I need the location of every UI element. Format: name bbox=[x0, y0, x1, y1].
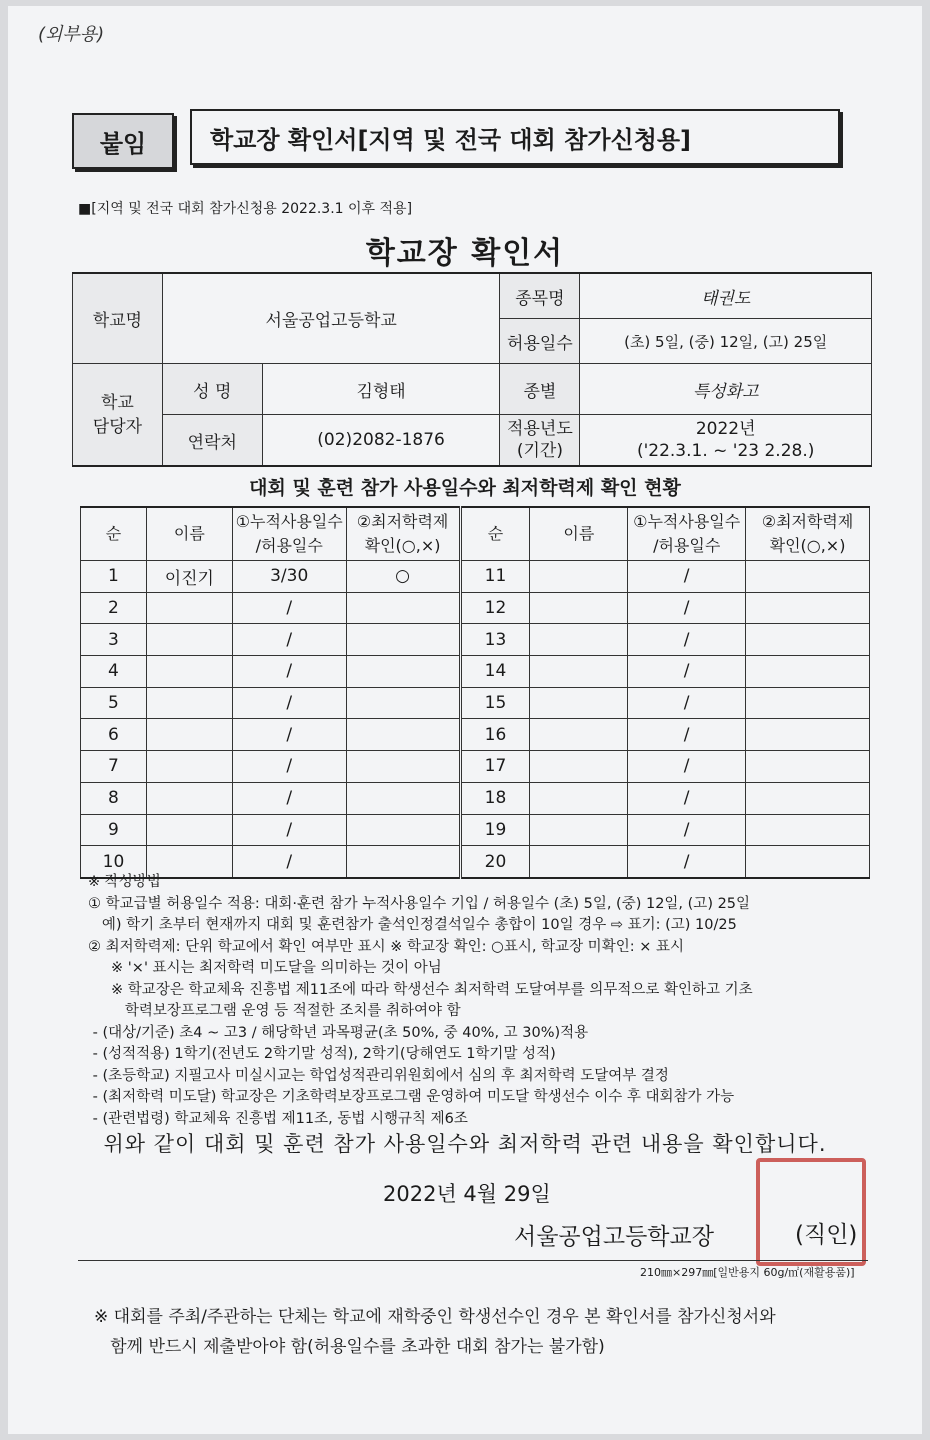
cell-days: / bbox=[232, 751, 346, 783]
cell-name bbox=[530, 592, 628, 624]
cell-no: 11 bbox=[460, 561, 530, 593]
cell-grade bbox=[746, 782, 870, 814]
instruction-line: ② 최저학력제: 단위 학교에서 확인 여부만 표시 ※ 학교장 확인: ○표시, 학교장 미확인: × 표시 bbox=[88, 938, 684, 955]
cell-no: 1 bbox=[81, 561, 147, 593]
header-grade: ②최저학력제 확인(○,×) bbox=[746, 507, 870, 561]
page-title: 학교장 확인서 bbox=[365, 236, 565, 271]
cell-days: 3/30 bbox=[232, 561, 346, 593]
header-grade: ②최저학력제 확인(○,×) bbox=[346, 507, 460, 561]
event-label: 종목명 bbox=[500, 273, 580, 319]
header-days: ①누적사용일수 /허용일수 bbox=[232, 507, 346, 561]
roster-table bbox=[80, 506, 870, 879]
cell-grade bbox=[346, 751, 460, 783]
cell-days: / bbox=[628, 751, 746, 783]
cell-no: 6 bbox=[81, 719, 147, 751]
header-name: 이름 bbox=[146, 507, 232, 561]
cell-days: / bbox=[628, 561, 746, 593]
name-value: 김형태 bbox=[262, 364, 500, 415]
cell-name: 이진기 bbox=[146, 561, 232, 593]
header-days: ①누적사용일수 /허용일수 bbox=[628, 507, 746, 561]
instruction-line: ※ '×' 표시는 최저학력 미도달을 의미하는 것이 아님 bbox=[88, 960, 442, 976]
cell-name bbox=[530, 782, 628, 814]
instruction-line: - (성적적용) 1학기(전년도 2학기말 성적), 2학기(당해연도 1학기말 성적) bbox=[88, 1046, 556, 1062]
cell-days: / bbox=[628, 814, 746, 846]
cell-days: / bbox=[232, 656, 346, 688]
cell-no: 14 bbox=[460, 656, 530, 688]
cell-days: / bbox=[232, 624, 346, 656]
cell-grade bbox=[746, 687, 870, 719]
cell-no: 8 bbox=[81, 782, 147, 814]
school-name: 서울공업고등학교 bbox=[162, 273, 500, 364]
instruction-line: 학력보장프로그램 운영 등 적절한 조치를 취하여야 함 bbox=[88, 1003, 461, 1019]
roster-title: 대회 및 훈련 참가 사용일수와 최저학력제 확인 현황 bbox=[249, 477, 681, 499]
cell-days: / bbox=[628, 719, 746, 751]
issue-date: 2022년 4월 29일 bbox=[383, 1182, 551, 1206]
school-info-table bbox=[72, 272, 872, 467]
cell-name bbox=[146, 751, 232, 783]
header-name: 이름 bbox=[530, 507, 628, 561]
cell-name bbox=[146, 656, 232, 688]
cell-name bbox=[146, 687, 232, 719]
document-heading: 학교장 확인서[지역 및 전국 대회 참가신청용] bbox=[190, 109, 840, 165]
cell-name bbox=[146, 814, 232, 846]
cell-name bbox=[530, 624, 628, 656]
cell-name bbox=[146, 782, 232, 814]
seal-mark: (직인) bbox=[795, 1222, 858, 1248]
cell-no: 4 bbox=[81, 656, 147, 688]
cell-no: 10 bbox=[81, 846, 147, 878]
contact-person-label: 학교 담당자 bbox=[73, 364, 163, 467]
phone-value: (02)2082-1876 bbox=[262, 415, 500, 467]
footer-line: 함께 반드시 제출받아야 함(허용일수를 초과한 대회 참가는 불가함) bbox=[94, 1337, 605, 1357]
cell-no: 5 bbox=[81, 687, 147, 719]
cell-name bbox=[530, 561, 628, 593]
instruction-line: - (최저학력 미도달) 학교장은 기초학력보장프로그램 운영하여 미도달 학생선수 이수 후 대회참가 가능 bbox=[88, 1089, 735, 1105]
table-row bbox=[81, 624, 870, 656]
table-row bbox=[81, 656, 870, 688]
instruction-line: ① 학교급별 허용일수 적용: 대회·훈련 참가 누적사용일수 기입 / 허용일수 (초) 5일, (중) 12일, (고) 25일 bbox=[88, 895, 751, 912]
instruction-line: ※ 작성방법 bbox=[88, 874, 161, 890]
footer-line: ※ 대회를 주최/주관하는 단체는 학교에 재학중인 학생선수인 경우 본 확인서를 참가신청서와 bbox=[94, 1307, 776, 1327]
cell-grade bbox=[746, 656, 870, 688]
writing-instructions bbox=[88, 872, 753, 1130]
cell-name bbox=[530, 656, 628, 688]
name-label: 성 명 bbox=[162, 364, 262, 415]
footer-notice bbox=[94, 1302, 776, 1362]
cell-days: / bbox=[628, 592, 746, 624]
table-row bbox=[81, 751, 870, 783]
category-value: 특성화고 bbox=[580, 364, 872, 415]
instruction-line: - (초등학교) 지필고사 미실시교는 학업성적관리위원회에서 심의 후 최저학력 도달여부 결정 bbox=[88, 1067, 669, 1084]
cell-no: 3 bbox=[81, 624, 147, 656]
official-seal bbox=[756, 1158, 866, 1266]
cell-grade bbox=[746, 846, 870, 878]
handwritten-note: (외부용) bbox=[38, 24, 105, 45]
cell-grade bbox=[746, 814, 870, 846]
cell-name bbox=[530, 814, 628, 846]
cell-grade bbox=[346, 814, 460, 846]
year-cell bbox=[580, 415, 872, 467]
phone-label: 연락처 bbox=[162, 415, 262, 467]
cell-no: 20 bbox=[460, 846, 530, 878]
cell-grade bbox=[346, 719, 460, 751]
cell-no: 13 bbox=[460, 624, 530, 656]
confirmation-statement: 위와 같이 대회 및 훈련 참가 사용일수와 최저학력 관련 내용을 확인합니다. bbox=[103, 1132, 827, 1156]
cell-grade bbox=[346, 624, 460, 656]
cell-days: / bbox=[232, 782, 346, 814]
cell-grade bbox=[346, 656, 460, 688]
cell-no: 2 bbox=[81, 592, 147, 624]
cell-days: / bbox=[232, 814, 346, 846]
cell-grade bbox=[746, 624, 870, 656]
applicability-note: ■[지역 및 전국 대회 참가신청용 2022.3.1 이후 적용] bbox=[78, 201, 413, 217]
cell-grade bbox=[346, 687, 460, 719]
cell-no: 9 bbox=[81, 814, 147, 846]
header-no: 순 bbox=[460, 507, 530, 561]
cell-no: 12 bbox=[460, 592, 530, 624]
principal-name: 서울공업고등학교장 bbox=[514, 1224, 714, 1250]
cell-name bbox=[530, 751, 628, 783]
table-row bbox=[81, 592, 870, 624]
cell-grade bbox=[746, 751, 870, 783]
cell-no: 16 bbox=[460, 719, 530, 751]
cell-grade bbox=[746, 592, 870, 624]
paper-spec: 210㎜×297㎜[일반용지 60g/㎡(재활용품)] bbox=[640, 1266, 855, 1279]
table-row bbox=[81, 687, 870, 719]
cell-name bbox=[146, 719, 232, 751]
cell-days: / bbox=[232, 592, 346, 624]
cell-grade bbox=[346, 592, 460, 624]
category-label: 종별 bbox=[500, 364, 580, 415]
cell-no: 7 bbox=[81, 751, 147, 783]
cell-days: / bbox=[628, 846, 746, 878]
cell-no: 15 bbox=[460, 687, 530, 719]
cell-grade: ○ bbox=[346, 561, 460, 593]
cell-days: / bbox=[232, 687, 346, 719]
year-label: 적용년도 (기간) bbox=[500, 415, 580, 467]
school-label: 학교명 bbox=[73, 273, 163, 364]
cell-grade bbox=[746, 719, 870, 751]
cell-name bbox=[146, 624, 232, 656]
event-value: 태권도 bbox=[580, 273, 872, 319]
cell-days: / bbox=[232, 846, 346, 878]
cell-name bbox=[530, 719, 628, 751]
allowed-days-value: (초) 5일, (중) 12일, (고) 25일 bbox=[580, 319, 872, 364]
instruction-line: - (관련법령) 학교체육 진흥법 제11조, 동법 시행규칙 제6조 bbox=[88, 1110, 468, 1127]
cell-no: 18 bbox=[460, 782, 530, 814]
cell-days: / bbox=[628, 656, 746, 688]
cell-no: 17 bbox=[460, 751, 530, 783]
table-row bbox=[81, 782, 870, 814]
cell-days: / bbox=[628, 687, 746, 719]
year-value: 2022년 bbox=[695, 419, 756, 439]
table-row bbox=[81, 814, 870, 846]
instruction-line: ※ 학교장은 학교체육 진흥법 제11조에 따라 학생선수 최저학력 도달여부를 의무적으로 확인하고 기초 bbox=[88, 981, 753, 998]
cell-days: / bbox=[232, 719, 346, 751]
period-value: ('22.3.1. ~ '23 2.28.) bbox=[636, 441, 815, 461]
divider bbox=[78, 1260, 868, 1261]
allowed-days-label: 허용일수 bbox=[500, 319, 580, 364]
cell-days: / bbox=[628, 782, 746, 814]
table-row bbox=[81, 561, 870, 593]
instruction-line: - (대상/기준) 초4 ~ 고3 / 해당학년 과목평균(초 50%, 중 40%, 고 30%)적용 bbox=[88, 1024, 589, 1041]
table-row bbox=[81, 719, 870, 751]
cell-name bbox=[530, 687, 628, 719]
header-no: 순 bbox=[81, 507, 147, 561]
cell-grade bbox=[346, 782, 460, 814]
cell-name bbox=[146, 592, 232, 624]
cell-no: 19 bbox=[460, 814, 530, 846]
attachment-tag: 붙임 bbox=[72, 113, 174, 169]
cell-grade bbox=[746, 561, 870, 593]
cell-days: / bbox=[628, 624, 746, 656]
roster-header-row bbox=[81, 507, 870, 561]
instruction-line: 예) 학기 초부터 현재까지 대회 및 훈련참가 출석인정결석일수 총합이 10일 경우 ⇨ 표기: (고) 10/25 bbox=[88, 917, 737, 933]
